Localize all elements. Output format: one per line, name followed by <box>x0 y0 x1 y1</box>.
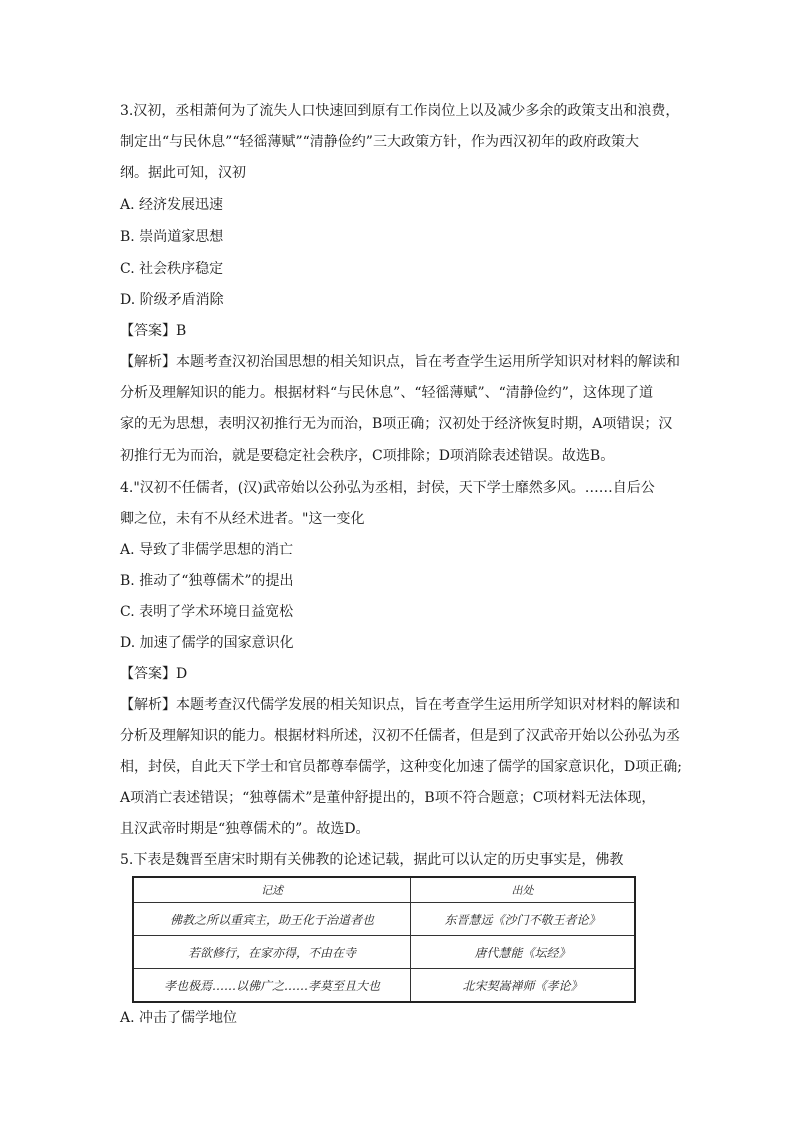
q4-stem-line-2: 卿之位，未有不从经术进者。"这一变化 <box>120 511 365 527</box>
table-cell-source: 北宋契嵩禅师《孝论》 <box>411 969 636 1003</box>
q3-analysis-line-4: 初推行无为而治，就是要稳定社会秩序，C项排除；D项消除表述错误。故选B。 <box>120 448 615 464</box>
table-cell-record: 若欲修行，在家亦得，不由在寺 <box>133 936 411 969</box>
table-row <box>133 969 635 1003</box>
q4-option-c: C. 表明了学术环境日益宽松 <box>120 604 294 620</box>
table-header-cell-source: 出处 <box>411 877 636 903</box>
q4-option-d: D. 加速了儒学的国家意识化 <box>120 635 294 651</box>
q3-option-c: C. 社会秩序稳定 <box>120 261 224 277</box>
q4-option-a: A. 导致了非儒学思想的消亡 <box>120 542 294 558</box>
q4-option-b: B. 推动了“独尊儒术”的提出 <box>120 573 294 589</box>
table-row <box>133 903 635 936</box>
q4-analysis-line-4: A项消亡表述错误；“独尊儒术”是董仲舒提出的，B项不符合题意；C项材料无法体现， <box>120 790 656 806</box>
table-cell-record: 佛教之所以重宾主，助王化于治道者也 <box>133 903 411 936</box>
q4-stem-line-1: 4."汉初不任儒者，(汉)武帝始以公孙弘为丞相，封侯，天下学士靡然多风。……自后公 <box>120 480 655 496</box>
q5-option-a: A. 冲击了儒学地位 <box>120 1010 238 1026</box>
q3-stem-line-2: 制定出“与民休息”“轻徭薄赋”“清静俭约”三大政策方针，作为西汉初年的政府政策大 <box>120 134 639 150</box>
table-cell-source: 东晋慧远《沙门不敬王者论》 <box>411 903 636 936</box>
q3-option-d: D. 阶级矛盾消除 <box>120 292 224 308</box>
q5-stem-line-1: 5.下表是魏晋至唐宋时期有关佛教的论述记载，据此可以认定的历史事实是，佛教 <box>120 852 624 868</box>
table-header-cell-record: 记述 <box>133 877 411 903</box>
table-row <box>133 936 635 969</box>
q3-answer: 【答案】B <box>120 323 187 339</box>
q3-stem-line-3: 纲。据此可知，汉初 <box>120 165 246 181</box>
q3-analysis-line-3: 家的无为思想，表明汉初推行无为而治，B项正确；汉初处于经济恢复时期，A项错误；汉 <box>120 416 673 432</box>
q3-option-b: B. 崇尚道家思想 <box>120 229 224 245</box>
q4-analysis-line-1: 【解析】本题考查汉代儒学发展的相关知识点，旨在考查学生运用所学知识对材料的解读和 <box>120 697 680 713</box>
table-cell-record: 孝也极焉……以佛广之……孝莫至且大也 <box>133 969 411 1003</box>
q5-source-table <box>132 876 636 998</box>
q4-analysis-line-2: 分析及理解知识的能力。根据材料所述，汉初不任儒者，但是到了汉武帝开始以公孙弘为丞 <box>120 728 680 744</box>
q4-analysis-line-3: 相，封侯，自此天下学士和官员都尊奉儒学，这种变化加速了儒学的国家意识化，D项正确; <box>120 759 682 775</box>
q4-analysis-line-5: 且汉武帝时期是“独尊儒术的”。故选D。 <box>120 821 370 837</box>
q3-option-a: A. 经济发展迅速 <box>120 197 224 213</box>
table-cell-source: 唐代慧能《坛经》 <box>411 936 636 969</box>
q4-answer: 【答案】D <box>120 666 188 682</box>
table-header-row <box>133 877 635 903</box>
q3-stem-line-1: 3.汉初，丞相萧何为了流失人口快速回到原有工作岗位上以及减少多余的政策支出和浪费， <box>120 103 680 119</box>
q3-analysis-line-1: 【解析】本题考查汉初治国思想的相关知识点，旨在考查学生运用所学知识对材料的解读和 <box>120 354 680 370</box>
q3-analysis-line-2: 分析及理解知识的能力。根据材料“与民休息”、“轻徭薄赋”、“清静俭约”，这体现了道 <box>120 385 653 401</box>
